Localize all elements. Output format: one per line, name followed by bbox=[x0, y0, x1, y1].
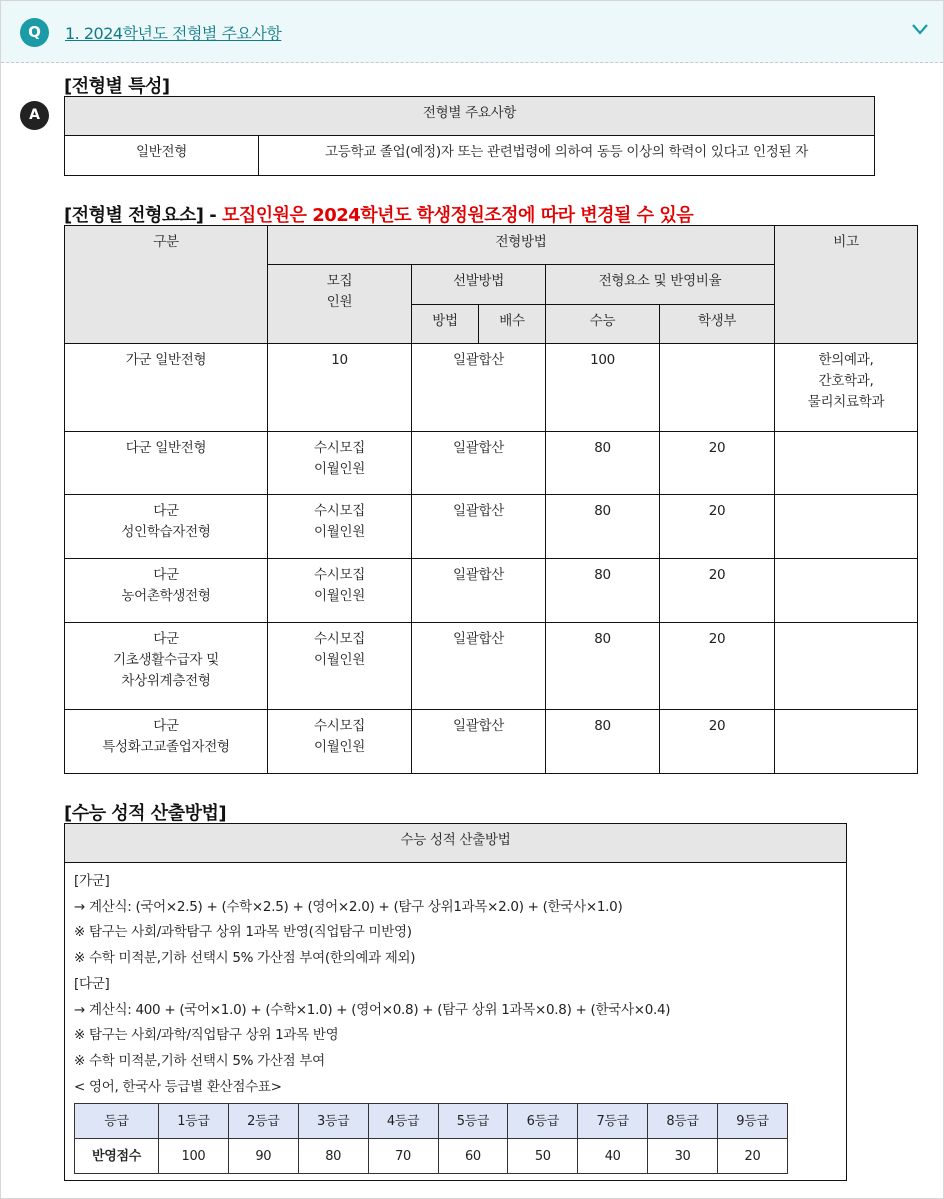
row-method: 일괄합산 bbox=[412, 432, 546, 495]
row-recruit: 수시모집 이월인원 bbox=[268, 495, 412, 559]
score-cell: 50 bbox=[508, 1139, 578, 1174]
score-cell: 40 bbox=[578, 1139, 648, 1174]
row-school: 20 bbox=[660, 432, 775, 495]
method-line: ※ 탐구는 사회/과학탐구 상위 1과목 반영(직업탐구 미반영) bbox=[74, 924, 412, 941]
row-school: 20 bbox=[660, 495, 775, 559]
score-label: 반영점수 bbox=[75, 1139, 159, 1174]
grade-cell: 8등급 bbox=[648, 1104, 718, 1139]
row-description: 고등학교 졸업(예정)자 또는 관련법령에 의하여 동등 이상의 학력이 있다고 인정된 자 bbox=[259, 136, 875, 176]
score-cell: 30 bbox=[648, 1139, 718, 1174]
row-remark bbox=[775, 432, 918, 495]
answer-badge-icon: A bbox=[20, 101, 49, 130]
row-method: 일괄합산 bbox=[412, 623, 546, 710]
row-label: 일반전형 bbox=[65, 136, 259, 176]
grade-cell: 6등급 bbox=[508, 1104, 578, 1139]
table-row bbox=[65, 710, 918, 774]
row-recruit: 수시모집 이월인원 bbox=[268, 559, 412, 623]
grade-header-label: 등급 bbox=[75, 1104, 159, 1139]
row-remark bbox=[775, 559, 918, 623]
header-remark: 비고 bbox=[775, 226, 918, 344]
table-row bbox=[65, 495, 918, 559]
table-header: 전형별 주요사항 bbox=[65, 97, 875, 136]
table-header: 수능 성적 산출방법 bbox=[65, 824, 847, 863]
grade-cell: 2등급 bbox=[228, 1104, 298, 1139]
section-heading-elements bbox=[64, 201, 693, 227]
row-name: 다군 특성화고교졸업자전형 bbox=[65, 710, 268, 774]
row-name: 다군 일반전형 bbox=[65, 432, 268, 495]
notice-text: 모집인원은 2024학년도 학생정원조정에 따라 변경될 수 있음 bbox=[221, 205, 694, 226]
header-elements: 전형요소 및 반영비율 bbox=[546, 265, 775, 305]
heading-text: [전형별 전형요소] bbox=[64, 205, 204, 226]
header-csat: 수능 bbox=[546, 305, 660, 344]
question-badge-icon: Q bbox=[20, 18, 49, 47]
row-school bbox=[660, 344, 775, 432]
row-remark bbox=[775, 623, 918, 710]
grade-cell: 1등급 bbox=[159, 1104, 229, 1139]
method-line: ※ 수학 미적분,기하 선택시 5% 가산점 부여 bbox=[74, 1052, 325, 1069]
row-name: 다군 성인학습자전형 bbox=[65, 495, 268, 559]
grade-cell: 3등급 bbox=[298, 1104, 368, 1139]
faq-question-header[interactable] bbox=[1, 1, 943, 63]
method-line: [다군] bbox=[74, 975, 110, 992]
score-cell: 20 bbox=[718, 1139, 788, 1174]
row-method: 일괄합산 bbox=[412, 495, 546, 559]
method-line: → 계산식: 400 + (국어×1.0) + (수학×1.0) + (영어×0.8) + (탐구 상위 1과목×0.8) + (한국사×0.4) bbox=[74, 1001, 671, 1018]
score-cell: 100 bbox=[159, 1139, 229, 1174]
table-row bbox=[65, 344, 918, 432]
row-school: 20 bbox=[660, 710, 775, 774]
chevron-down-icon[interactable] bbox=[910, 19, 930, 39]
section-heading-characteristics: [전형별 특성] bbox=[64, 76, 170, 97]
row-csat: 80 bbox=[546, 432, 660, 495]
row-name: 다군 기초생활수급자 및 차상위계층전형 bbox=[65, 623, 268, 710]
row-csat: 80 bbox=[546, 710, 660, 774]
row-remark bbox=[775, 710, 918, 774]
table-row bbox=[65, 623, 918, 710]
row-csat: 80 bbox=[546, 623, 660, 710]
row-remark bbox=[775, 495, 918, 559]
score-cell: 90 bbox=[228, 1139, 298, 1174]
row-recruit: 10 bbox=[268, 344, 412, 432]
table-row bbox=[65, 559, 918, 623]
row-csat: 80 bbox=[546, 495, 660, 559]
header-how: 방법 bbox=[412, 305, 479, 344]
header-selection: 선발방법 bbox=[412, 265, 546, 305]
header-school: 학생부 bbox=[660, 305, 775, 344]
grade-cell: 7등급 bbox=[578, 1104, 648, 1139]
row-name: 가군 일반전형 bbox=[65, 344, 268, 432]
row-school: 20 bbox=[660, 559, 775, 623]
csat-method-table bbox=[64, 823, 847, 1181]
heading-dash: - bbox=[209, 205, 217, 226]
score-cell: 60 bbox=[438, 1139, 508, 1174]
row-csat: 100 bbox=[546, 344, 660, 432]
header-ratio: 배수 bbox=[479, 305, 546, 344]
row-recruit: 수시모집 이월인원 bbox=[268, 432, 412, 495]
grade-score-table bbox=[74, 1103, 788, 1174]
row-recruit: 수시모집 이월인원 bbox=[268, 623, 412, 710]
header-category: 구분 bbox=[65, 226, 268, 344]
score-cell: 70 bbox=[368, 1139, 438, 1174]
method-line: ※ 탐구는 사회/과학/직업탐구 상위 1과목 반영 bbox=[74, 1027, 339, 1044]
row-recruit: 수시모집 이월인원 bbox=[268, 710, 412, 774]
grade-cell: 5등급 bbox=[438, 1104, 508, 1139]
score-cell: 80 bbox=[298, 1139, 368, 1174]
csat-method-body bbox=[65, 863, 847, 1181]
row-csat: 80 bbox=[546, 559, 660, 623]
method-line: < 영어, 한국사 등급별 환산점수표> bbox=[74, 1078, 282, 1095]
table-row bbox=[65, 432, 918, 495]
header-recruit: 모집 인원 bbox=[268, 265, 412, 344]
header-method: 전형방법 bbox=[268, 226, 775, 265]
row-method: 일괄합산 bbox=[412, 710, 546, 774]
method-line: [가군] bbox=[74, 873, 110, 889]
grade-cell: 4등급 bbox=[368, 1104, 438, 1139]
row-school: 20 bbox=[660, 623, 775, 710]
method-line: → 계산식: (국어×2.5) + (수학×2.5) + (영어×2.0) + (탐구 상위1과목×2.0) + (한국사×1.0) bbox=[74, 898, 623, 915]
method-line: ※ 수학 미적분,기하 선택시 5% 가산점 부여(한의예과 제외) bbox=[74, 950, 416, 967]
row-method: 일괄합산 bbox=[412, 559, 546, 623]
row-name: 다군 농어촌학생전형 bbox=[65, 559, 268, 623]
grade-cell: 9등급 bbox=[718, 1104, 788, 1139]
row-method: 일괄합산 bbox=[412, 344, 546, 432]
elements-table bbox=[64, 225, 918, 774]
section-heading-csat: [수능 성적 산출방법] bbox=[64, 803, 227, 824]
question-title-link[interactable]: 1. 2024학년도 전형별 주요사항 bbox=[65, 24, 282, 43]
row-remark: 한의예과, 간호학과, 물리치료학과 bbox=[775, 344, 918, 432]
characteristics-table bbox=[64, 96, 875, 176]
